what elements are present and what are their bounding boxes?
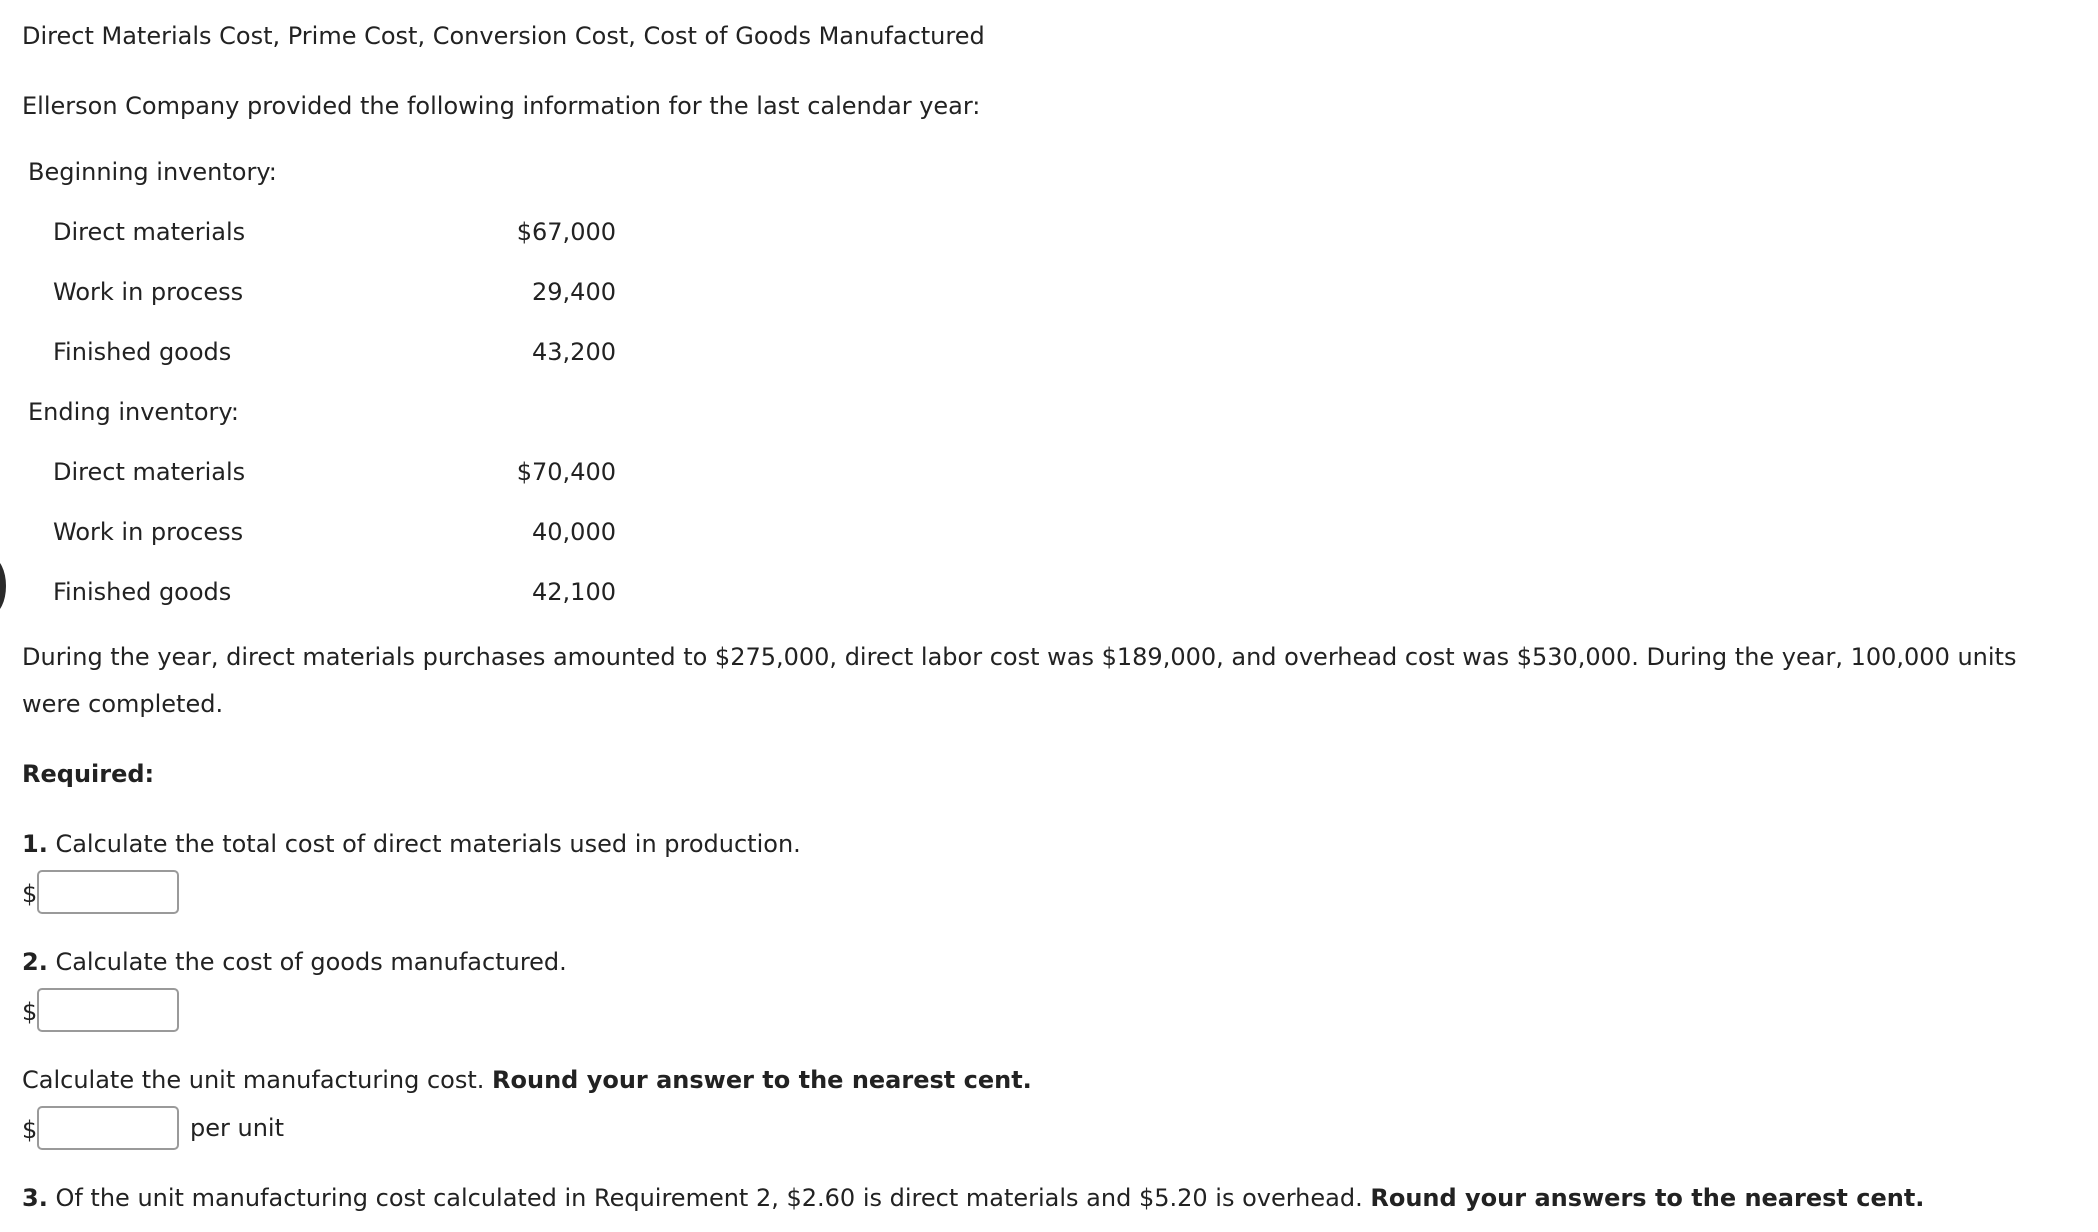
question-1-number: 1. [22,830,48,858]
unit-cost-answer-input[interactable] [37,1106,179,1150]
ending-work-in-process-label: Work in process [53,518,244,546]
ending-finished-goods-label: Finished goods [53,578,232,606]
page-title: Direct Materials Cost, Prime Cost, Conversion Cost, Cost of Goods Manufactured [22,22,985,50]
beginning-direct-materials-label: Direct materials [53,218,246,246]
ending-direct-materials-value: $70,400 [516,458,616,486]
beginning-finished-goods-value: 43,200 [532,338,616,366]
beginning-work-in-process-value: 29,400 [532,278,616,306]
ending-direct-materials-label: Direct materials [53,458,246,486]
question-2-answer-input[interactable] [37,988,179,1032]
question-1-answer-input[interactable] [37,870,179,914]
ending-work-in-process-value: 40,000 [532,518,616,546]
question-3-rounding-note: Round your answers to the nearest cent. [1370,1184,1925,1212]
question-3 [22,1184,1924,1213]
ending-finished-goods-value: 42,100 [532,578,616,606]
unit-cost-text: Calculate the unit manufacturing cost. [22,1066,493,1094]
beginning-work-in-process-label: Work in process [53,278,244,306]
unit-cost-currency: $ [22,1116,38,1144]
question-3-text: Of the unit manufacturing cost calculated in Requirement 2, $2.60 is direct materials and $5.20 is overhead. [47,1184,1371,1212]
question-3-number: 3. [22,1184,48,1212]
question-2 [22,948,567,977]
beginning-finished-goods-label: Finished goods [53,338,232,366]
unit-cost-question [22,1066,1032,1095]
per-unit-label: per unit [190,1114,284,1142]
beginning-inventory-heading: Beginning inventory: [28,158,277,186]
year-info-paragraph: During the year, direct materials purchases amounted to $275,000, direct labor cost was $189,000, and overhead cost was $530,000. During the year, 100,000 units were completed. [22,643,2017,718]
question-2-number: 2. [22,948,48,976]
question-2-text: Calculate the cost of goods manufactured. [47,948,567,976]
unit-cost-rounding-note: Round your answer to the nearest cent. [492,1066,1032,1094]
ending-inventory-heading: Ending inventory: [28,398,239,426]
question-1-text: Calculate the total cost of direct materials used in production. [47,830,801,858]
beginning-direct-materials-value: $67,000 [516,218,616,246]
intro-text: Ellerson Company provided the following information for the last calendar year: [22,92,981,120]
question-1 [22,830,801,859]
required-heading: Required: [22,760,155,788]
question-2-currency: $ [22,998,38,1026]
question-1-currency: $ [22,880,38,908]
